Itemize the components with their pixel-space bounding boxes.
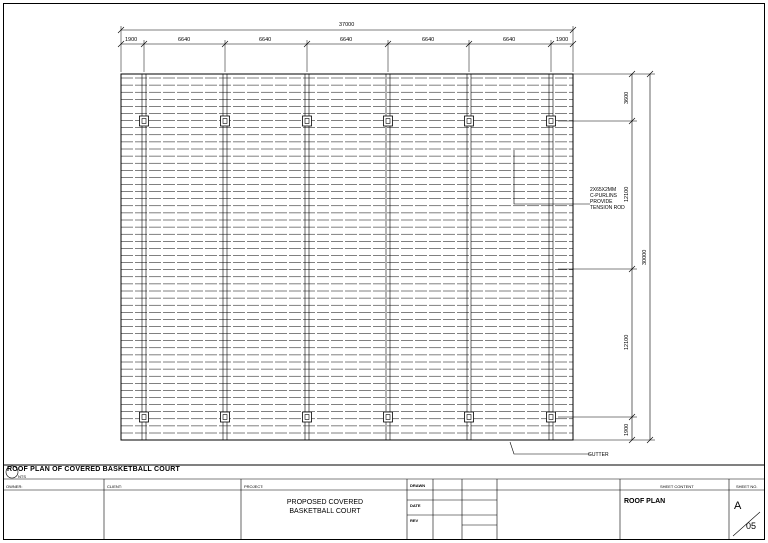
gutter-label: GUTTER: [588, 452, 609, 458]
column-1-2: [140, 412, 149, 422]
column-4-2: [384, 412, 393, 422]
rafter-lines: [142, 74, 553, 440]
project-name-line-2: BASKETBALL COURT: [289, 508, 361, 515]
sheet-letter: A: [734, 500, 742, 512]
bay-label-6: 6640: [503, 37, 516, 43]
column-3-1: [303, 116, 312, 126]
sheet-no-label: SHEET NO.: [736, 484, 758, 489]
column-3-2: [303, 412, 312, 422]
sheet-number: 05: [746, 521, 757, 531]
column-4-1: [384, 116, 393, 126]
purlin-note-line-1: 2X65X2MM: [590, 187, 617, 193]
roof-outline: [121, 74, 573, 440]
bay-label-4: 6640: [340, 37, 353, 43]
overall-width-label: 37000: [339, 22, 355, 28]
bay-label-5: 6640: [422, 37, 435, 43]
bay-label-3: 6640: [259, 37, 272, 43]
owner-label: OWNER:: [6, 484, 23, 489]
right-dim-top: 3600: [624, 91, 630, 104]
bay-label-7: 1900: [556, 37, 569, 43]
date-label: DATE: [410, 503, 421, 508]
client-label: CLIENT:: [107, 484, 122, 489]
project-name-line-1: PROPOSED COVERED: [286, 499, 364, 506]
column-1-1: [140, 116, 149, 126]
column-6-2: [547, 412, 556, 422]
dimension-ticks: [118, 26, 576, 72]
bay-label-2: 6640: [178, 37, 191, 43]
column-2-2: [221, 412, 230, 422]
purlin-note-line-4: TENSION ROD: [590, 205, 625, 211]
project-name: [262, 498, 388, 516]
column-6-1: [547, 116, 556, 126]
right-dim-mid-upper: 12100: [624, 186, 630, 202]
column-5-1: [465, 116, 474, 126]
right-dim-mid-lower: 12100: [624, 334, 630, 350]
purlin-note: [590, 187, 625, 211]
sheet-border: [4, 4, 765, 540]
column-5-2: [465, 412, 474, 422]
purlin-note-line-3: PROVIDE: [590, 199, 613, 205]
project-label: PROJECT:: [244, 484, 264, 489]
drawing-scale: NTS: [18, 474, 26, 479]
purlin-leader: [514, 150, 590, 204]
sheet-content-label: SHEET CONTENT: [660, 484, 694, 489]
rev-label: REV: [410, 518, 419, 523]
bay-label-1: 1900: [125, 37, 138, 43]
purlin-lines: [121, 78, 573, 433]
sheet-content-value: ROOF PLAN: [624, 498, 666, 505]
column-2-1: [221, 116, 230, 126]
drawing-title: ROOF PLAN OF COVERED BASKETBALL COURT: [7, 466, 180, 473]
drawn-label: DRAWN: [410, 483, 426, 488]
right-dim-overall: 30000: [642, 249, 648, 265]
purlin-note-line-2: C-PURLINS: [590, 193, 617, 199]
gutter-leader: [510, 442, 590, 454]
right-dim-bottom: 1900: [624, 423, 630, 436]
